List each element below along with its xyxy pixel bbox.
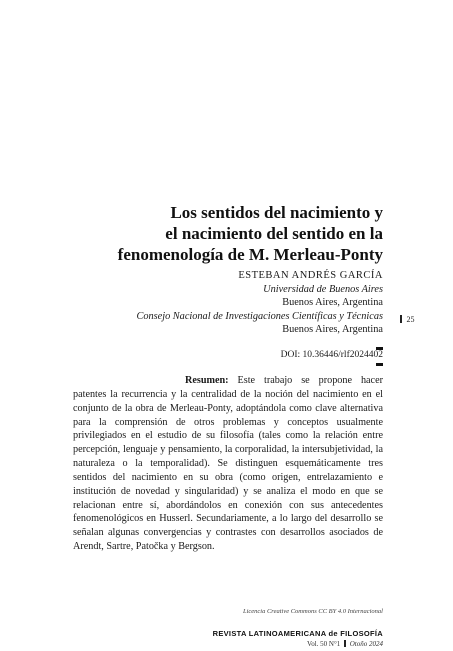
issue-divider [344, 640, 346, 647]
abstract [73, 374, 383, 554]
page-number-divider [400, 315, 402, 323]
author-affiliation-2: Consejo Nacional de Investigaciones Científicas y Técnicas [136, 310, 383, 322]
issue-volume: Vol. 50 N°1 [307, 640, 341, 648]
doi-link[interactable]: DOI: 10.36446/rlf2024402 [280, 350, 383, 360]
abstract-text: Este trabajo se propone hacer patentes la recurrencia y la centralidad de la noción del nacimiento en el conjunto de la obra de Merleau-Ponty, adoptándola como clave alternativa para la comprensión de otros problemas y conceptos usualmente privilegiados en el estudio de su filosofía (tales como la relación entre percepción, lenguaje y pensamiento, la corporalidad, la intersubjetividad, la naturaleza o la temporalidad). Se distinguen esquemáticamente tres sentidos del nacimiento en su obra (como origen, entrelazamiento e institución de novedad y singularidad) y se analiza el modo en que se relacionan entre sí, abordándolos en conexión con sus antecedentes fenomenológicos en Husserl. Secundariamente, a lo largo del desarrollo se señalan algunas convergencias y contrastes con desarrollos asociados de Arendt, Sartre, Patočka y Bergson. [73, 375, 383, 553]
license-note: Licencia Creative Commons CC BY 4.0 Internacional [242, 608, 383, 615]
issue-info [307, 640, 383, 648]
issue-season: Otoño 2024 [349, 640, 383, 648]
abstract-label: Resumen: [185, 375, 229, 386]
author-location-1: Buenos Aires, Argentina [282, 297, 383, 309]
title-line: fenomenología de M. Merleau-Ponty [117, 245, 383, 264]
author-name: ESTEBAN ANDRÉS GARCÍA [238, 270, 383, 281]
author-affiliation-1: Universidad de Buenos Aires [263, 283, 383, 295]
author-location-2: Buenos Aires, Argentina [282, 324, 383, 336]
title-line: el nacimiento del sentido en la [165, 224, 383, 243]
page-number [400, 315, 415, 324]
author-block [83, 269, 383, 337]
page-number-value: 25 [406, 315, 415, 324]
journal-name: REVISTA LATINOAMERICANA de FILOSOFÍA [212, 629, 383, 638]
article-title [63, 202, 383, 265]
doi-marker-bottom [376, 363, 383, 366]
title-line: Los sentidos del nacimiento y [170, 203, 383, 222]
